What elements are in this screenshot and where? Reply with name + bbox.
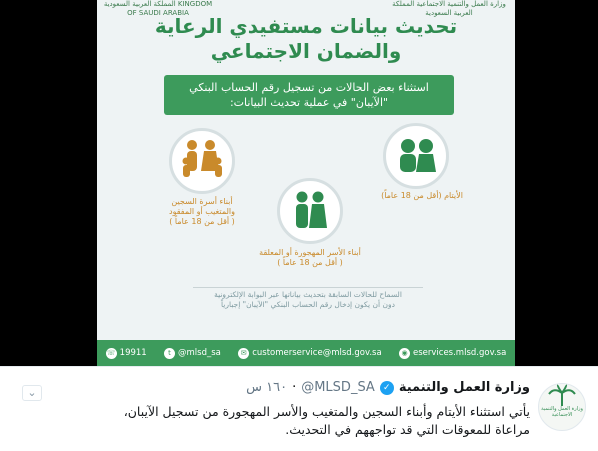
family-icon [172,131,232,191]
case-1-line-1: أبناء أسرة السجين [171,197,233,206]
avatar-caption: وزارة العمل والتنمية الاجتماعية [541,406,583,418]
tweet-timestamp[interactable]: ١٦٠ س [246,380,288,395]
twitter-handle: @mlsd_sa [178,348,221,358]
separator-dot: · [292,380,297,395]
infographic [97,0,515,366]
prisoner-family-label [149,197,255,227]
footer-note [193,290,423,310]
phone-number: 19911 [119,348,147,358]
note-line-2: دون أن يكون إدخال رقم الحساب البنكي "الآيبان" إجبارياً [221,300,395,309]
banner-line-2: "الآيبان" في عملية تحديث البيانات: [229,96,389,109]
avatar[interactable] [538,383,586,431]
abandoned-family-label [247,248,373,268]
verified-badge-icon: ✓ [380,381,394,395]
email-contact [238,348,381,359]
author-name[interactable]: وزارة العمل والتنمية [398,380,530,395]
twitter-icon: t [164,348,175,359]
two-children-icon [280,181,340,241]
tweet-text-line-1: يأتي استثناء الأيتام وأبناء السجين والمتغيب والأسر المهجورة من تسجيل الآيبان، [123,404,530,419]
tweet-body [60,403,530,439]
contact-bar [97,340,515,366]
website-contact [399,348,506,359]
twitter-contact [164,348,221,359]
tweet [0,366,598,451]
email-icon: ✉ [238,348,249,359]
phone-contact [106,348,147,359]
globe-icon: ◉ [399,348,410,359]
author-handle[interactable]: @MLSD_SA [301,380,375,395]
chevron-down-icon[interactable]: ⌄ [22,385,42,401]
note-line-1: السماح للحالات السابقة بتحديث بياناتها عبر البوابة الإلكترونية [214,290,402,299]
phone-icon: ☏ [106,348,116,357]
orphans-label: الأيتام (أقل من 18 عاماً) [381,191,463,200]
orphans-circle [383,123,449,189]
case-3-line-2: ( أقل من 18 عاماً ) [277,258,343,267]
abandoned-family-circle [277,178,343,244]
kingdom-logo: المملكة العربية السعودية KINGDOM OF SAUDI ARABIA [103,0,213,17]
email-address: customerservice@mlsd.gov.sa [252,348,382,358]
divider [193,287,423,288]
children-icon [386,126,446,186]
case-1-line-3: ( أقل من 18 عاماً ) [169,217,235,226]
prisoner-family-circle [169,128,235,194]
case-1-line-2: والمتغيب أو المفقود [169,207,235,216]
tweet-text-line-2: مراعاة للمعوقات التي قد تواجههم في التحديث. [285,422,530,437]
palm-logo-icon [539,384,585,408]
banner-line-1: استثناء بعض الحالات من تسجيل رقم الحساب البنكي [189,81,429,94]
infographic-title [127,14,485,64]
website-url: eservices.mlsd.gov.sa [413,348,507,358]
title-line-1: تحديث بيانات مستفيدي الرعاية [154,14,458,38]
case-3-line-1: أبناء الأسر المهجورة أو المعلقة [259,248,361,257]
ministry-logo: وزارة العمل والتنمية الاجتماعية المملكة العربية السعودية [392,0,506,17]
tweet-header [246,380,530,395]
title-line-2: والضمان الاجتماعي [210,39,402,63]
exception-banner [164,75,454,115]
